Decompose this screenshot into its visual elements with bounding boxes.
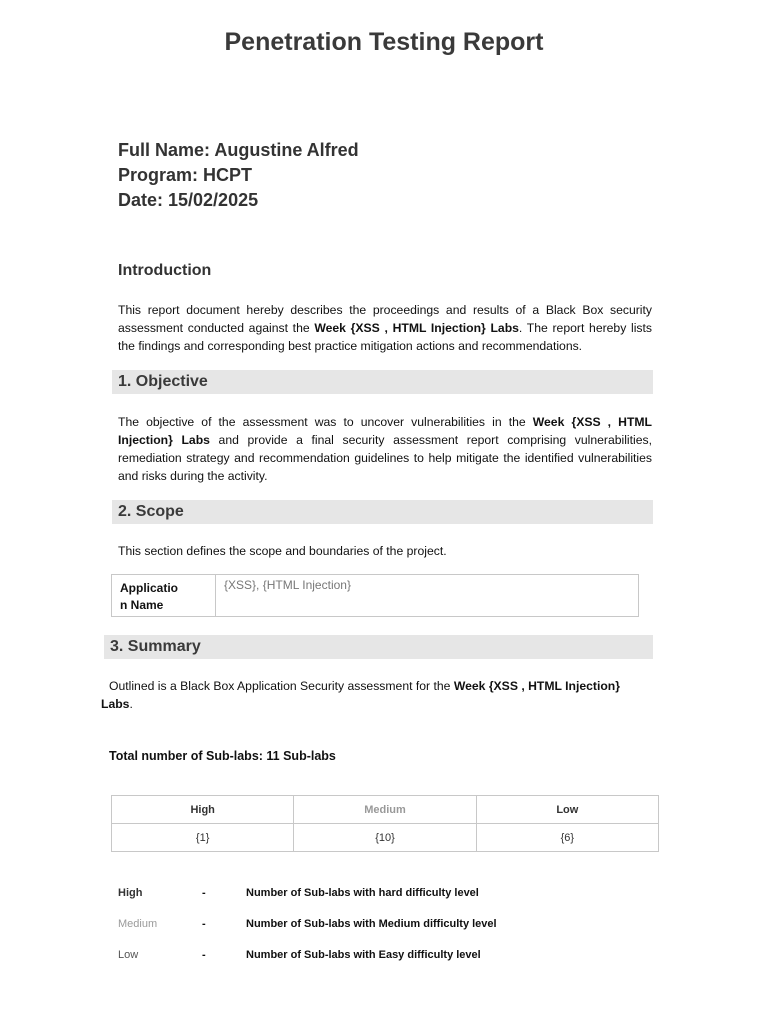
scope-table — [111, 574, 639, 617]
introduction-text-post: . The report hereby lists the findings and corresponding best practice mitigation actions and recommendations. — [118, 321, 652, 353]
introduction-heading: Introduction — [118, 262, 212, 279]
objective-text — [118, 413, 652, 485]
legend-desc: Number of Sub-labs with Medium difficulty level — [246, 918, 497, 930]
author-info — [118, 138, 359, 213]
summary-heading: 3. Summary — [104, 635, 653, 659]
application-name-label — [112, 575, 216, 616]
value-medium: {10} — [294, 824, 476, 852]
legend-dash: - — [202, 918, 206, 930]
application-name-label-line2: n Name — [120, 598, 164, 612]
page-title: Penetration Testing Report — [224, 28, 544, 56]
legend-name: Low — [118, 949, 139, 961]
objective-text-bold: Week {XSS , HTML Injection} Labs — [118, 415, 652, 447]
header-medium: Medium — [294, 796, 476, 824]
program: Program: HCPT — [118, 165, 253, 185]
legend-desc: Number of Sub-labs with Easy difficulty level — [246, 949, 481, 961]
scope-heading: 2. Scope — [112, 500, 653, 524]
application-name-value: {XSS}, {HTML Injection} — [224, 578, 351, 592]
summary-text-bold-2: Labs — [101, 697, 130, 711]
legend-dash: - — [202, 949, 206, 961]
introduction-text — [118, 301, 652, 355]
application-name-label-line1: Applicatio — [120, 581, 179, 595]
legend-item-high — [118, 887, 479, 899]
full-name: Full Name: Augustine Alfred — [118, 140, 359, 160]
legend-dash: - — [202, 887, 206, 899]
table-row — [112, 796, 659, 824]
header-high: High — [112, 796, 294, 824]
summary-text-pre: Outlined is a Black Box Application Security assessment for the — [109, 679, 454, 693]
legend-name: High — [118, 887, 143, 899]
date: Date: 15/02/2025 — [118, 190, 259, 210]
header-low: Low — [476, 796, 658, 824]
objective-heading: 1. Objective — [112, 370, 653, 394]
objective-text-pre: The objective of the assessment was to uncover vulnerabilities in the — [118, 415, 533, 429]
legend-item-medium — [118, 918, 497, 930]
summary-text-bold-1: Week {XSS , HTML Injection} — [453, 679, 620, 693]
severity-table — [111, 795, 659, 852]
total-sub-labs: Total number of Sub-labs: 11 Sub-labs — [109, 749, 336, 763]
table-row — [112, 824, 659, 852]
introduction-text-bold: Week {XSS , HTML Injection} Labs — [314, 321, 519, 335]
value-low: {6} — [476, 824, 658, 852]
summary-text-post: . — [129, 697, 133, 711]
introduction-text-pre: This report document hereby describes the proceedings and results of a Black Box security assessment conducted against the — [118, 303, 652, 335]
legend-item-low — [118, 949, 481, 961]
legend-desc: Number of Sub-labs with hard difficulty level — [246, 887, 479, 899]
value-high: {1} — [112, 824, 294, 852]
legend-name: Medium — [118, 918, 158, 930]
objective-text-post: and provide a final security assessment report comprising vulnerabilities, remediation strategy and recommendation guidelines to help mitigate the identified vulnerabilities and risks during the activity. — [118, 433, 652, 483]
scope-text: This section defines the scope and boundaries of the project. — [118, 544, 447, 558]
summary-text — [101, 677, 661, 713]
